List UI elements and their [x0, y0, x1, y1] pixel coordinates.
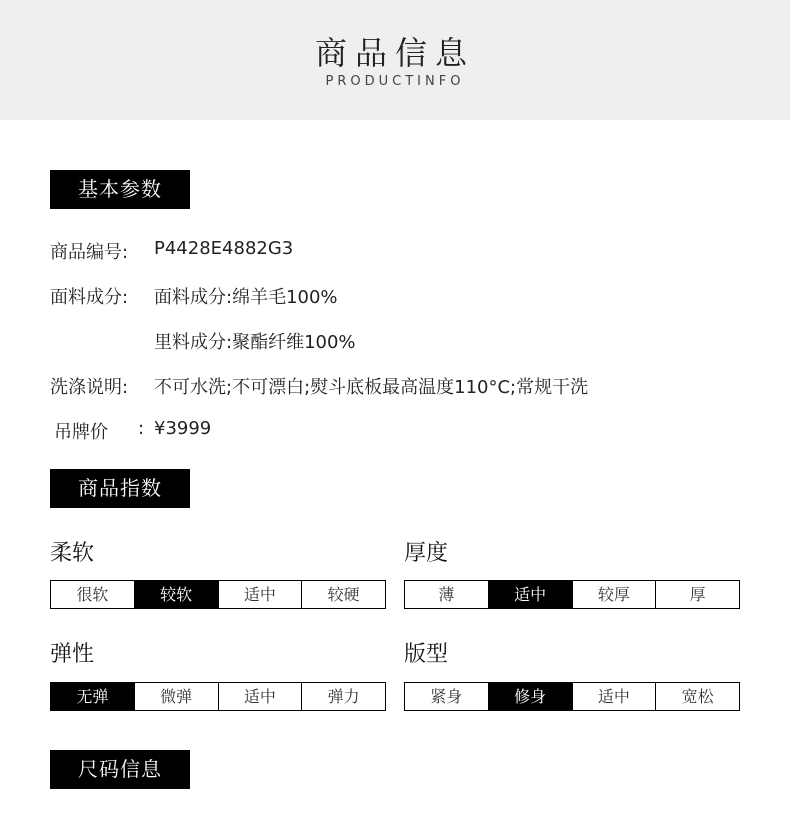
index-title-softness: 柔软: [50, 541, 95, 566]
row-wash: [50, 373, 770, 397]
fabric-value: 面料成分:绵羊毛100%: [154, 287, 338, 308]
scale-fit: [404, 682, 740, 711]
scale-option: 适中: [218, 683, 302, 710]
scale-softness: [50, 580, 386, 609]
scale-option: 适中: [218, 581, 302, 608]
scale-option: 弹力: [301, 683, 385, 710]
wash-value: 不可水洗;不可漂白;熨斗底板最高温度110°C;常规干洗: [154, 377, 589, 398]
scale-option-selected: 适中: [488, 581, 572, 608]
row-product-code: [50, 238, 750, 262]
scale-elasticity: [50, 682, 386, 711]
section-size-info: 尺码信息: [50, 750, 190, 789]
index-title-thickness: 厚度: [404, 541, 449, 566]
lining-value: 里料成分:聚酯纤维100%: [154, 332, 356, 353]
page-header: [0, 0, 790, 120]
row-lining: [50, 328, 750, 352]
scale-option-selected: 修身: [488, 683, 572, 710]
scale-option: 厚: [655, 581, 739, 608]
wash-label: 洗涤说明:: [50, 377, 129, 398]
scale-option: 紧身: [430, 687, 463, 706]
page-subtitle: PRODUCTINFO: [325, 74, 465, 89]
scale-option: 适中: [572, 683, 656, 710]
scale-option-selected: 较软: [134, 581, 218, 608]
scale-option: 较硬: [301, 581, 385, 608]
section-basic-params: 基本参数: [50, 170, 190, 209]
section-product-index: 商品指数: [50, 469, 190, 508]
price-label: 吊牌价: [54, 422, 108, 443]
price-value: ¥3999: [154, 418, 212, 439]
scale-option-selected: 无弹: [51, 683, 134, 710]
scale-option: 微弹: [134, 683, 218, 710]
index-title-elasticity: 弹性: [50, 642, 95, 667]
product-code-label: 商品编号:: [50, 242, 129, 263]
scale-option: 很软: [76, 585, 109, 604]
row-price: [50, 418, 750, 442]
scale-option: 宽松: [655, 683, 739, 710]
fabric-label: 面料成分:: [50, 287, 129, 308]
scale-option: 较厚: [572, 581, 656, 608]
scale-option: 薄: [438, 585, 455, 604]
row-fabric: [50, 283, 750, 307]
page-title: 商品信息: [314, 34, 475, 72]
price-colon: :: [138, 418, 145, 439]
product-code-value: P4428E4882G3: [154, 238, 294, 259]
index-title-fit: 版型: [404, 642, 449, 667]
scale-thickness: [404, 580, 740, 609]
